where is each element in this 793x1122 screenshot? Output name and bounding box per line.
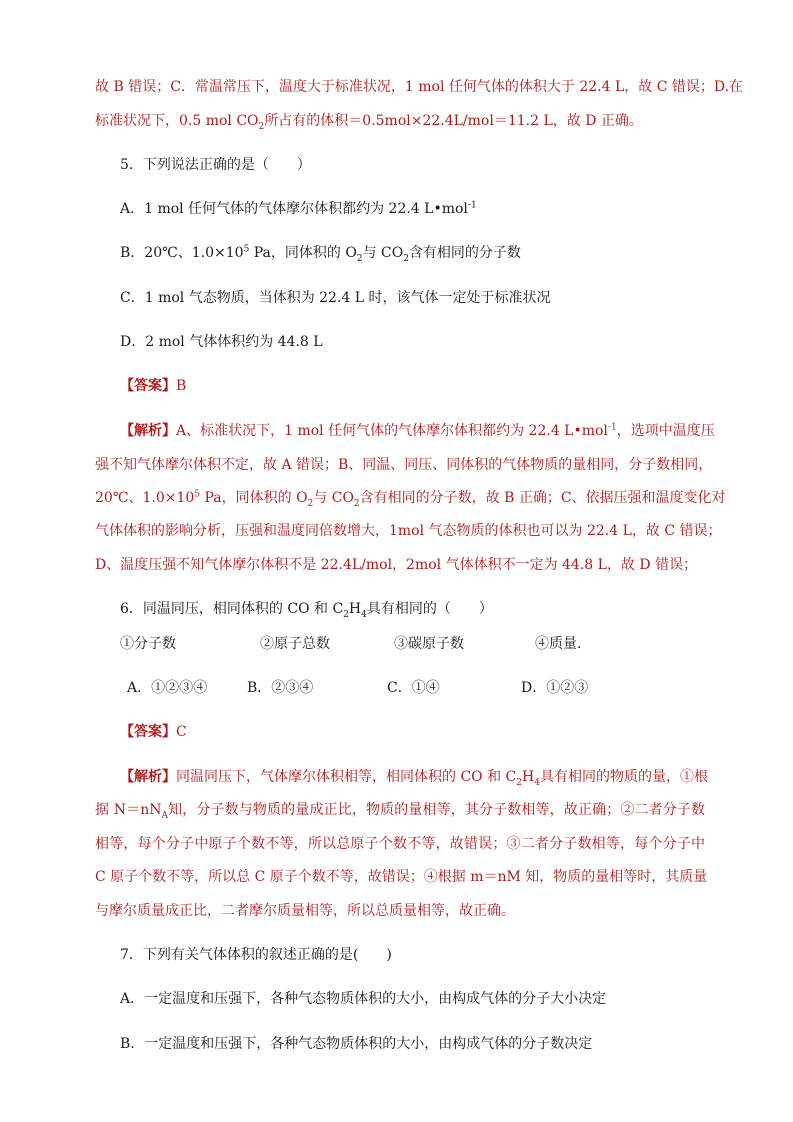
answer-value: C [176,724,187,740]
question-6-analysis-line: 与摩尔质量成正比，二者摩尔质量相等，所以总质量相等，故正确。 [95,903,515,919]
question-5-analysis-line [120,421,715,441]
analysis-text: 据 N＝nN [95,802,162,818]
question-5-option-b [120,243,730,263]
stem-text: H [348,601,362,617]
subscript: 2 [258,121,265,132]
explanation-text: 所占有的体积＝0.5mol×22.4L/mol＝11.2 L，故 D 正确。 [264,113,643,129]
analysis-text: 知，分子数与物质的量成正比，物质的量相等，其分子数相等，故正确；②二者分子数 [168,802,706,818]
question-5-analysis-line: D、温度压强不知气体摩尔体积不是 22.4L/mol，2mol 气体体积不一定为 44.8 L，故 D 错误； [95,557,698,573]
analysis-text: 与 CO [313,490,354,506]
stem-text: 6．同温同压，相同体积的 CO 和 C [120,601,344,617]
question-5-option-c: C．1 mol 气态物质，当体积为 22.4 L 时，该气体一定处于标准状况 [120,290,551,306]
subscript: 2 [356,253,363,264]
question-5-analysis-line [95,488,726,509]
question-6-option-a: A．①②③④ [127,680,208,696]
answer-value: B [176,378,187,394]
explanation-text: 标准状况下，0.5 mol CO [95,113,259,129]
question-5-analysis-line: 气体体积的影响分析，压强和温度同倍数增大，1mol 气态物质的体积也可以为 22.4 L，故 C 错误； [95,523,722,539]
subscript: 4 [534,777,540,788]
stem-text: 具有相同的（ ） [366,601,493,617]
subscript: 4 [361,609,367,620]
question-7-option-b: B．一定温度和压强下，各种气态物质体积的大小，由构成气体的分子数决定 [120,1036,593,1052]
question-6-option-c: C．①④ [387,680,440,696]
subscript: 2 [353,498,360,509]
analysis-text: 含有相同的分子数，故 B 正确；C、依据压强和温度变化对 [359,490,726,506]
option-text: Pa，同体积的 O [249,245,357,261]
answer-label: 【答案】 [120,724,176,740]
question-6-stem [120,599,730,619]
superscript: 5 [194,489,201,500]
analysis-text: H [522,769,535,785]
option-text: 含有相同的分子数 [408,245,521,261]
explanation-line [95,77,744,97]
analysis-text: A、标准状况下，1 mol 任何气体的气体摩尔体积都约为 22.4 L•mol [176,423,608,439]
question-6-option-b: B．②③④ [247,680,314,696]
question-6-answer [120,722,730,742]
option-text: B．20℃、1.0×10 [120,245,244,261]
question-5-analysis-line: 强不知气体摩尔体积不定，故 A 错误；B、同温、同压、同体积的气体物质的量相同，分子数相同， [95,457,713,473]
question-6-option-d: D．①②③ [521,680,589,696]
question-5-answer [120,376,730,396]
analysis-text: ，选项中温度压 [616,423,715,439]
explanation-text: 故 B 错误；C．常温常压下，温度大于标准状况，1 mol 任何气体的体积大于 22.4 L，故 C 错误；D.在 [95,79,744,95]
question-5-option-d: D．2 mol 气体体积约为 44.8 L [120,334,323,350]
question-6-analysis-line [95,800,705,820]
question-6-analysis-line: 相等，每个分子中原子个数不等，所以总原子个数不等，故错误；③二者分子数相等，每个分子中 [95,836,705,852]
question-6-item: ②原子总数 [260,636,330,652]
question-6-analysis-line: C 原子个数不等，所以总 C 原子个数不等，故错误；④根据 m＝nM 知，物质的量相等时，其质量 [95,869,708,885]
option-text: A．1 mol 任何气体的气体摩尔体积都约为 22.4 L•mol [120,201,468,217]
subscript: 2 [343,609,349,620]
analysis-label: 【解析】 [120,769,176,785]
question-5-stem: 5．下列说法正确的是（ ） [120,157,311,173]
analysis-text: 20℃、1.0×10 [95,490,195,506]
question-7-option-a: A．一定温度和压强下，各种气态物质体积的大小，由构成气体的分子大小决定 [120,991,607,1007]
question-7-stem: 7．下列有关气体体积的叙述正确的是( ) [120,947,392,963]
subscript: A [161,810,168,821]
option-text: 与 CO [362,245,404,261]
question-6-item: ③碳原子数 [394,636,464,652]
subscript: 2 [516,777,522,788]
question-6-analysis-line [120,767,708,788]
superscript: 5 [243,244,250,255]
subscript: 2 [307,498,314,509]
question-5-option-a [120,199,730,219]
question-6-item: ④质量． [535,636,591,652]
superscript: -1 [467,200,477,211]
superscript: -1 [607,422,617,433]
explanation-line [95,111,705,131]
question-6-item: ①分子数 [120,636,176,652]
analysis-label: 【解析】 [120,423,176,439]
analysis-text: Pa，同体积的 O [200,490,308,506]
analysis-text: 具有相同的物质的量，①根 [539,769,708,785]
answer-label: 【答案】 [120,378,176,394]
analysis-text: 同温同压下，气体摩尔体积相等，相同体积的 CO 和 C [176,769,517,785]
subscript: 2 [403,253,409,264]
